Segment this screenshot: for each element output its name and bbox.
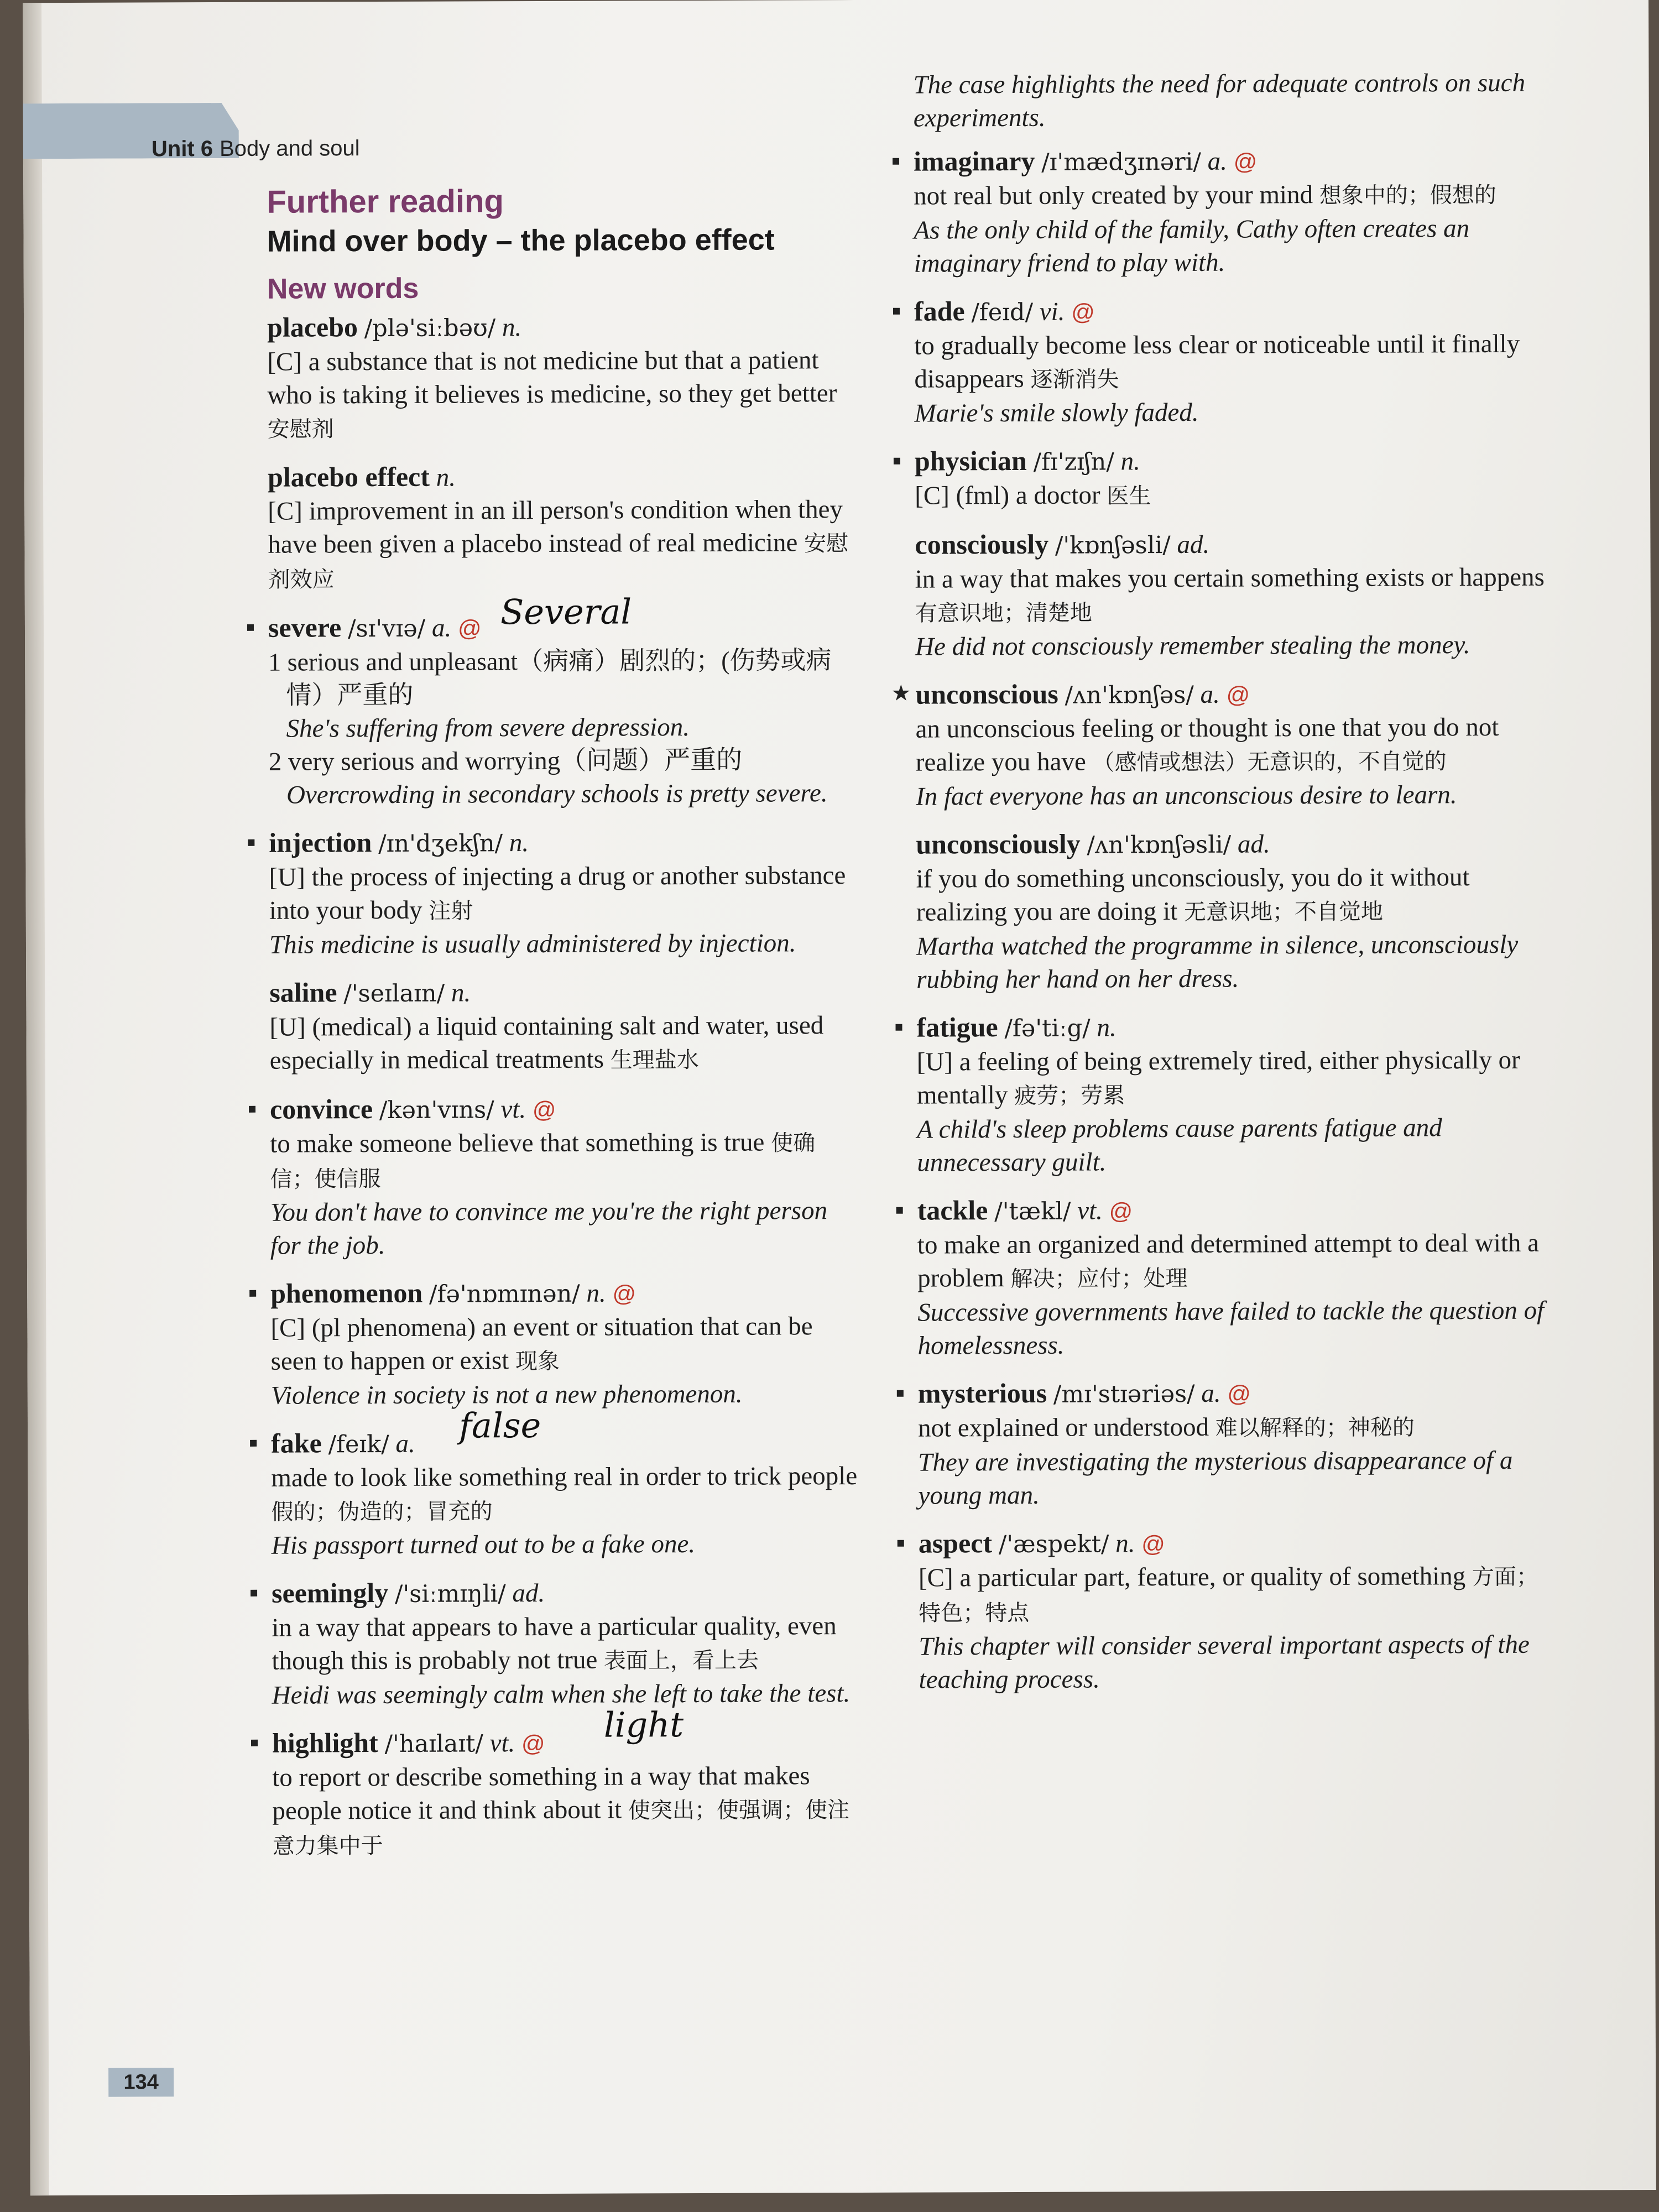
- pronunciation: /fə'nɒmɪnən/: [429, 1280, 580, 1308]
- entry-tackle: [917, 1192, 1559, 1363]
- headword: physician: [914, 445, 1027, 477]
- headword: placebo: [267, 311, 358, 343]
- handwritten-note: Several: [500, 591, 632, 633]
- part-of-speech: a.: [1201, 1379, 1221, 1408]
- handwritten-note: false: [458, 1405, 541, 1446]
- headword: severe: [268, 612, 342, 643]
- entry-placebo: [267, 309, 854, 446]
- example: This medicine is usually administered by injection.: [269, 928, 796, 959]
- bullet-marker: [893, 158, 899, 165]
- pronunciation: /ʌn'kɒnʃəs/: [1065, 681, 1194, 709]
- pronunciation: /'siːmɪŋli/: [394, 1580, 506, 1608]
- part-of-speech: n.: [1097, 1013, 1117, 1042]
- bullet-marker: [896, 1207, 903, 1214]
- headword: consciously: [915, 528, 1049, 560]
- example: This chapter will consider several important aspects of the teaching process.: [919, 1630, 1530, 1694]
- headword: injection: [269, 827, 372, 858]
- pronunciation: /'kɒnʃəsli/: [1055, 531, 1171, 560]
- unit-number: Unit 6: [151, 137, 213, 161]
- headword: convince: [269, 1093, 373, 1125]
- definition: [C] (fml) a doctor 医生: [915, 481, 1151, 510]
- page-spine-edge: [23, 3, 49, 2195]
- bullet-marker: [897, 1390, 904, 1397]
- example: He did not consciously remember stealing the money.: [915, 630, 1470, 661]
- part-of-speech: a.: [1200, 680, 1220, 709]
- part-of-speech: ad.: [1177, 530, 1210, 559]
- example: You don't have to convince me you're the right person for the job.: [270, 1196, 828, 1260]
- definition: not explained or understood 难以解释的；神秘的: [917, 1412, 1415, 1443]
- example-2: Overcrowding in secondary schools is pretty severe.: [286, 779, 828, 810]
- definition: to report or describe something in a way that makes people notice it and think about it 使突出；使强调；使注意力集中于: [272, 1761, 850, 1859]
- definition: [U] (medical) a liquid containing salt and water, used especially in medical treatments 生理盐水: [269, 1011, 824, 1075]
- bullet-marker: [251, 1740, 258, 1746]
- new-words-title: New words: [267, 272, 419, 305]
- definition: not real but only created by your mind 想象中的；假想的: [914, 180, 1496, 211]
- textbook-page: [23, 0, 1656, 2195]
- pronunciation: /feɪd/: [971, 298, 1034, 327]
- entry-injection: [269, 824, 855, 962]
- headword: fade: [914, 295, 965, 327]
- definition: [C] improvement in an ill person's condition when they have been given a placebo instead of real medicine 安慰剂效应: [268, 495, 849, 593]
- example: Marie's smile slowly faded.: [914, 398, 1199, 428]
- part-of-speech: a.: [431, 613, 452, 643]
- headword: unconsciously: [916, 828, 1081, 860]
- at-icon: @: [1233, 148, 1258, 175]
- part-of-speech: vi.: [1039, 297, 1065, 326]
- example: In fact everyone has an unconscious desire to learn.: [915, 780, 1457, 811]
- part-of-speech: n.: [451, 978, 471, 1008]
- pronunciation: /fɪ'zɪʃn/: [1033, 448, 1114, 476]
- definition: if you do something unconsciously, you do it without realizing you are doing it 无意识地；不自觉地: [916, 863, 1470, 927]
- definition: made to look like something real in order to trick people 假的；伪造的；冒充的: [271, 1461, 858, 1525]
- bullet-marker: [895, 1024, 902, 1031]
- part-of-speech: a.: [395, 1429, 415, 1458]
- part-of-speech: n.: [436, 463, 456, 492]
- definition: to make someone believe that something is true 使确信；使信服: [270, 1128, 816, 1192]
- part-of-speech: n.: [1120, 447, 1140, 476]
- part-of-speech: n.: [509, 828, 529, 858]
- pronunciation: /'seɪlaɪn/: [343, 979, 445, 1008]
- bullet-marker: [248, 839, 254, 846]
- entry-fake: [271, 1405, 858, 1562]
- example: A child's sleep problems cause parents fatigue and unnecessary guilt.: [917, 1113, 1442, 1177]
- headword: saline: [269, 977, 337, 1008]
- pronunciation: /mɪ'stɪəriəs/: [1053, 1380, 1195, 1408]
- entry-fade: [914, 293, 1556, 430]
- headword: phenomenon: [270, 1277, 423, 1309]
- bullet-marker: [893, 308, 900, 315]
- definition: to gradually become less clear or noticeable until it finally disappears 逐渐消失: [914, 329, 1520, 394]
- pronunciation: /kən'vɪns/: [379, 1096, 494, 1125]
- at-icon: @: [457, 615, 482, 641]
- entry-physician: [915, 442, 1556, 514]
- part-of-speech: vt.: [489, 1729, 515, 1758]
- example: Heidi was seemingly calm when she left to take the test.: [272, 1679, 851, 1710]
- unit-title: Body and soul: [219, 136, 360, 161]
- unit-header: [152, 136, 360, 161]
- sense-1: 1 serious and unpleasant（病痛）剧烈的；(伤势或病情）严重的: [268, 646, 832, 709]
- entry-fatigue: [916, 1009, 1558, 1180]
- at-icon: @: [1226, 681, 1250, 708]
- entry-imaginary: [914, 143, 1556, 280]
- sense-2: 2 very serious and worrying（问题）严重的: [268, 745, 743, 776]
- example: Violence in society is not a new phenomenon.: [270, 1379, 743, 1410]
- part-of-speech: n.: [1115, 1529, 1135, 1558]
- at-icon: @: [521, 1730, 545, 1757]
- pronunciation: /plə'siːbəʊ/: [364, 314, 496, 343]
- headword: fatigue: [916, 1011, 998, 1043]
- headword: seemingly: [271, 1577, 389, 1609]
- handwritten-note: light: [603, 1704, 684, 1745]
- entry-aspect: [919, 1525, 1561, 1697]
- bullet-marker: [249, 1290, 256, 1297]
- definition: [C] a substance that is not medicine but that a patient who is taking it believes is medicine, so they get better 安慰剂: [267, 346, 837, 442]
- part-of-speech: vt.: [1077, 1196, 1103, 1225]
- entry-severe: [268, 591, 855, 812]
- part-of-speech: n.: [586, 1279, 606, 1308]
- part-of-speech: a.: [1207, 147, 1228, 176]
- entry-consciously: [915, 526, 1557, 664]
- example: As the only child of the family, Cathy often creates an imaginary friend to play with.: [914, 214, 1470, 278]
- example: They are investigating the mysterious disappearance of a young man.: [918, 1446, 1513, 1510]
- at-icon: @: [1141, 1531, 1165, 1557]
- pronunciation: /ɪn'dʒekʃn/: [378, 830, 503, 858]
- right-column: [891, 66, 1560, 1711]
- entry-highlight: [272, 1704, 859, 1863]
- at-icon: @: [532, 1096, 556, 1123]
- entry-seemingly: [272, 1574, 858, 1712]
- headword: unconscious: [915, 678, 1058, 710]
- reading-subtitle: Mind over body – the placebo effect: [267, 223, 775, 258]
- bullet-marker: [894, 458, 900, 465]
- pronunciation: /'haɪlaɪt/: [384, 1730, 483, 1758]
- definition: [U] the process of injecting a drug or another substance into your body 注射: [269, 861, 846, 925]
- definition: in a way that makes you certain something exists or happens 有意识地；清楚地: [915, 562, 1545, 627]
- bullet-marker: [249, 1106, 255, 1113]
- example: His passport turned out to be a fake one.: [271, 1530, 696, 1560]
- bullet-marker: [251, 1590, 257, 1597]
- entry-convince: [270, 1091, 857, 1262]
- bullet-marker: [247, 624, 254, 631]
- headword: imaginary: [913, 145, 1035, 177]
- at-icon: @: [1227, 1380, 1251, 1407]
- part-of-speech: vt.: [500, 1095, 526, 1124]
- definition: to make an organized and determined attempt to deal with a problem 解决；应付；处理: [917, 1228, 1540, 1293]
- entry-unconscious: [891, 676, 1557, 813]
- headword: placebo effect: [267, 461, 430, 493]
- page-number: 134: [108, 2068, 174, 2096]
- headword: fake: [271, 1427, 322, 1459]
- entry-saline: [269, 974, 856, 1078]
- at-icon: @: [612, 1280, 637, 1307]
- headword: mysterious: [917, 1377, 1047, 1409]
- example-1: She's suffering from severe depression.: [286, 713, 690, 743]
- definition: [C] a particular part, feature, or quality of something 方面；特色；特点: [918, 1562, 1539, 1626]
- at-icon: @: [1071, 299, 1095, 325]
- pronunciation: /'tækl/: [994, 1197, 1071, 1226]
- left-column: [267, 180, 859, 1877]
- entry-unconsciously: [916, 826, 1558, 997]
- example: Martha watched the programme in silence, unconsciously rubbing her hand on her dress.: [916, 930, 1519, 994]
- pronunciation: /sɪ'vɪə/: [347, 614, 426, 643]
- part-of-speech: ad.: [1237, 830, 1270, 859]
- entry-mysterious: [918, 1375, 1560, 1512]
- section-title: Further reading: [267, 183, 504, 220]
- headword: aspect: [918, 1527, 993, 1559]
- entry-placebo-effect: [268, 458, 854, 597]
- bullet-marker: [250, 1440, 257, 1447]
- definition: [C] (pl phenomena) an event or situation that can be seen to happen or exist 现象: [270, 1312, 813, 1376]
- example: Successive governments have failed to tackle the question of homelessness.: [917, 1296, 1545, 1360]
- star-icon: ★: [891, 680, 911, 706]
- definition: an unconscious feeling or thought is one that you do not realize you have （感情或想法）无意识的，不自觉的: [915, 712, 1499, 777]
- pronunciation: /fə'tiːg/: [1004, 1014, 1091, 1043]
- entry-phenomenon: [270, 1275, 857, 1412]
- pronunciation: /ɪ'mædʒɪnəri/: [1041, 148, 1202, 176]
- pronunciation: /'æspekt/: [998, 1530, 1109, 1559]
- pronunciation: /feɪk/: [328, 1430, 389, 1459]
- part-of-speech: n.: [502, 313, 522, 342]
- at-icon: @: [1109, 1198, 1133, 1224]
- part-of-speech: ad.: [512, 1578, 545, 1608]
- bullet-marker: [898, 1540, 904, 1547]
- definition: [U] a feeling of being extremely tired, either physically or mentally 疲劳；劳累: [916, 1045, 1520, 1110]
- definition: in a way that appears to have a particular quality, even though this is probably not true 表面上，看上去: [272, 1611, 837, 1676]
- headword: tackle: [917, 1194, 988, 1226]
- headword: highlight: [272, 1727, 378, 1759]
- continued-example: The case highlights the need for adequate controls on such experiments.: [913, 68, 1526, 133]
- pronunciation: /ʌn'kɒnʃəsli/: [1087, 831, 1232, 859]
